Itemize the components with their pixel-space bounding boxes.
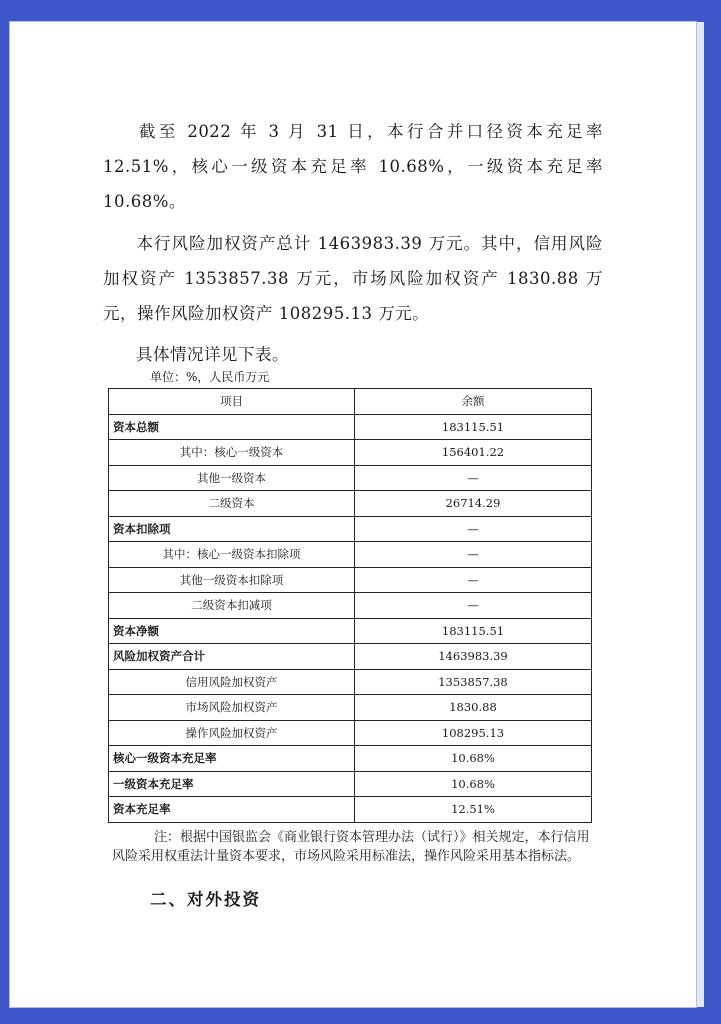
row-item-label: 资本净额 <box>109 618 355 644</box>
header-balance: 余额 <box>355 389 592 415</box>
row-item-label: 其中：核心一级资本 <box>109 440 355 466</box>
capital-table <box>108 388 592 823</box>
paragraph-capital-ratios: 截至 2022 年 3 月 31 日，本行合并口径资本充足率 12.51%，核心一级资本充足率 10.68%，一级资本充足率 10.68%。 <box>103 122 603 211</box>
table-row <box>109 567 592 593</box>
row-value: — <box>355 465 592 491</box>
table-header-row <box>109 389 592 415</box>
table-note: 注：根据中国银监会《商业银行资本管理办法（试行）》相关规定，本行信用风险采用权重法计量资本要求，市场风险采用标准法，操作风险采用基本指标法。 <box>112 830 590 864</box>
table-row <box>109 465 592 491</box>
table-row <box>109 644 592 670</box>
row-value: 1830.88 <box>355 695 592 721</box>
table-row <box>109 695 592 721</box>
table-row <box>109 440 592 466</box>
table-row <box>109 669 592 695</box>
table-row <box>109 618 592 644</box>
row-item-label: 资本总额 <box>109 414 355 440</box>
row-item-label: 一级资本充足率 <box>109 771 355 797</box>
table-row <box>109 797 592 823</box>
row-item-label: 二级资本 <box>109 491 355 517</box>
row-value: 108295.13 <box>355 720 592 746</box>
row-value: — <box>355 516 592 542</box>
row-value: — <box>355 542 592 568</box>
row-item-label: 二级资本扣减项 <box>109 593 355 619</box>
table-row <box>109 491 592 517</box>
row-value: 1463983.39 <box>355 644 592 670</box>
row-value: 183115.51 <box>355 414 592 440</box>
row-item-label: 市场风险加权资产 <box>109 695 355 721</box>
table-row <box>109 516 592 542</box>
table-row <box>109 542 592 568</box>
table-row <box>109 720 592 746</box>
row-value: 12.51% <box>355 797 592 823</box>
header-item: 项目 <box>109 389 355 415</box>
row-value: 10.68% <box>355 771 592 797</box>
row-value: 1353857.38 <box>355 669 592 695</box>
row-item-label: 操作风险加权资产 <box>109 720 355 746</box>
row-item-label: 其中：核心一级资本扣除项 <box>109 542 355 568</box>
paragraph-risk-weighted-assets: 本行风险加权资产总计 1463983.39 万元。其中，信用风险加权资产 1353857.38 万元，市场风险加权资产 1830.88 万元，操作风险加权资产 108295.13 万元。 <box>103 234 603 323</box>
table-row <box>109 414 592 440</box>
row-value: 26714.29 <box>355 491 592 517</box>
table-row <box>109 771 592 797</box>
table-row <box>109 593 592 619</box>
row-value: 10.68% <box>355 746 592 772</box>
row-item-label: 其他一级资本扣除项 <box>109 567 355 593</box>
row-item-label: 核心一级资本充足率 <box>109 746 355 772</box>
row-item-label: 信用风险加权资产 <box>109 669 355 695</box>
row-value: 156401.22 <box>355 440 592 466</box>
row-value: — <box>355 593 592 619</box>
row-item-label: 资本充足率 <box>109 797 355 823</box>
table-unit-label: 单位：%，人民币万元 <box>150 370 270 384</box>
row-value: — <box>355 567 592 593</box>
table-row <box>109 746 592 772</box>
row-item-label: 风险加权资产合计 <box>109 644 355 670</box>
section-heading: 二、对外投资 <box>150 890 261 909</box>
page-edge <box>696 22 704 1007</box>
paragraph-see-table: 具体情况详见下表。 <box>136 345 289 364</box>
row-item-label: 其他一级资本 <box>109 465 355 491</box>
row-item-label: 资本扣除项 <box>109 516 355 542</box>
row-value: 183115.51 <box>355 618 592 644</box>
